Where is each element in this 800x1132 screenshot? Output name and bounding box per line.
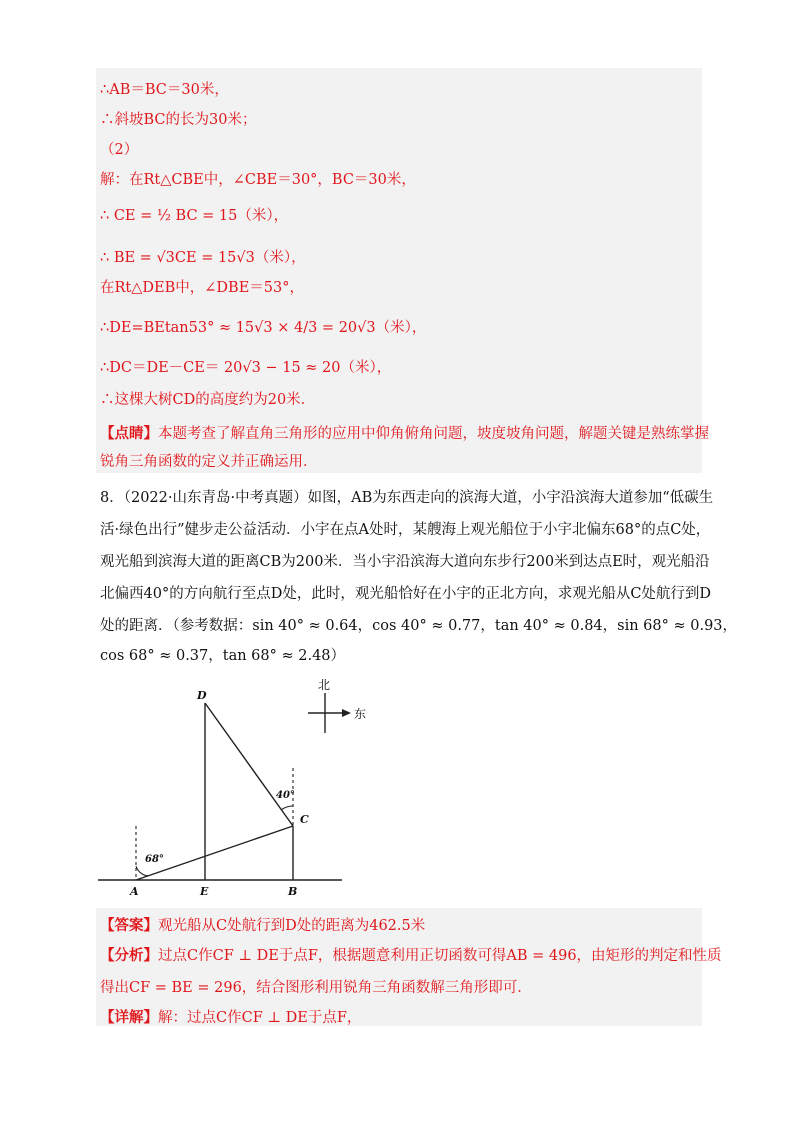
question-line: 处的距离．（参考数据：sin 40° ≈ 0.64，cos 40° ≈ 0.77，tan 40° ≈ 0.84，sin 68° ≈ 0.93， xyxy=(100,618,738,634)
point-A-label: A xyxy=(130,885,139,898)
analysis-line xyxy=(100,946,722,966)
east-label: 东 xyxy=(354,707,367,721)
point-E-label: E xyxy=(200,885,209,898)
detail-line xyxy=(100,1008,361,1028)
solution-line: ∴ CE = ½ BC = 15（米）， xyxy=(100,208,289,224)
north-label: 北 xyxy=(318,678,331,692)
angle-A-label: 68° xyxy=(145,854,164,865)
solution-line: ∴AB＝BC＝30米， xyxy=(100,82,229,98)
detail-text: 解：过点C作CF ⊥ DE于点F， xyxy=(158,1010,362,1026)
question-line: 8．（2022·山东青岛·中考真题）如图，AB为东西走向的滨海大道，小宇沿滨海大道参加“低碳生 xyxy=(100,490,714,506)
solution-line: ∴斜坡BC的长为30米； xyxy=(100,112,257,128)
point-D-label: D xyxy=(197,689,207,702)
analysis-tag: 【分析】 xyxy=(100,947,158,964)
comment-line-2: 锐角三角函数的定义并正确运用． xyxy=(100,454,318,470)
point-B-label: B xyxy=(288,885,298,898)
analysis-text: 过点C作CF ⊥ DE于点F，根据题意利用正切函数可得AB = 496，由矩形的判定和性质 xyxy=(158,948,722,964)
segment-AC xyxy=(136,826,293,880)
solution-line: ∴DC＝DE－CE＝ 20√3 − 15 ≈ 20（米）， xyxy=(100,360,392,376)
question-line: cos 68° ≈ 0.37，tan 68° ≈ 2.48） xyxy=(100,648,346,664)
comment-tag: 【点睛】 xyxy=(100,425,158,442)
analysis-line-2: 得出CF = BE = 296，结合图形利用锐角三角函数解三角形即可． xyxy=(100,980,532,996)
angle-arc-C xyxy=(281,806,293,810)
solution-line: ∴ BE = √3CE = 15√3（米）， xyxy=(100,250,306,266)
solution-line: ∴DE=BEtan53° ≈ 15√3 × 4/3 = 20√3（米）， xyxy=(100,320,427,336)
angle-arc-A xyxy=(136,866,149,876)
answer-line xyxy=(100,916,425,936)
detail-tag: 【详解】 xyxy=(100,1009,158,1026)
compass-icon xyxy=(308,678,366,733)
angle-C-label: 40° xyxy=(276,790,295,801)
solution-line: （2） xyxy=(100,142,139,158)
point-C-label: C xyxy=(300,813,309,826)
question-line: 观光船到滨海大道的距离CB为200米．当小宇沿滨海大道向东步行200米到达点E时，观光船沿 xyxy=(100,554,710,570)
solution-line: ∴这棵大树CD的高度约为20米． xyxy=(100,392,316,408)
question-line: 活·绿色出行”健步走公益活动．小宇在点A处时，某艘海上观光船位于小宇北偏东68°的点C处， xyxy=(100,522,711,538)
comment-text: 本题考查了解直角三角形的应用中仰角俯角问题，坡度坡角问题，解题关键是熟练掌握 xyxy=(158,426,709,442)
segment-DC xyxy=(205,703,293,826)
answer-text: 观光船从C处航行到D处的距离为462.5米 xyxy=(158,918,426,934)
solution-line: 解：在Rt△CBE中，∠CBE＝30°，BC＝30米， xyxy=(100,172,416,188)
question-line: 北偏西40°的方向航行至点D处，此时，观光船恰好在小宇的正北方向，求观光船从C处航行到D xyxy=(100,586,712,602)
solution-line: 在Rt△DEB中，∠DBE＝53°， xyxy=(100,280,304,296)
answer-tag: 【答案】 xyxy=(100,917,158,934)
